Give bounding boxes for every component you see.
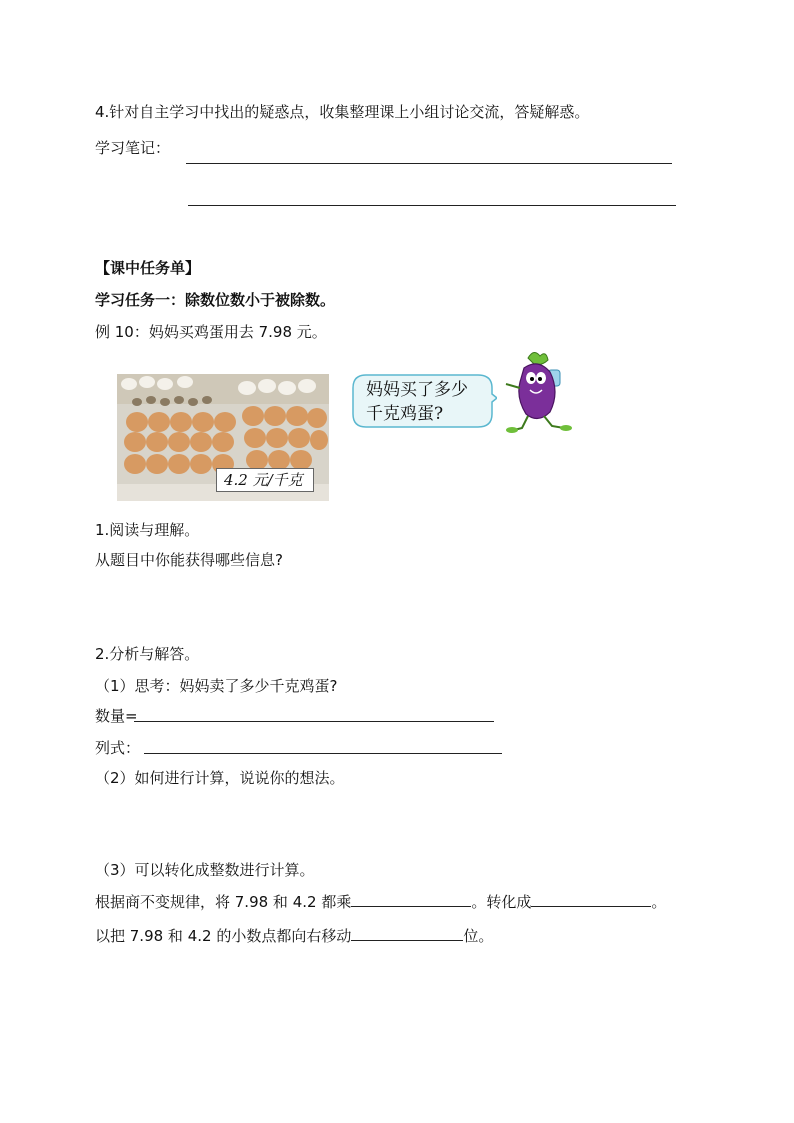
move-sentence: [95, 926, 493, 946]
formula-label: 列式：: [95, 739, 141, 757]
notes-line-2[interactable]: [188, 205, 676, 206]
speech-bubble-text: [366, 378, 468, 426]
speech-line-2: 千克鸡蛋?: [366, 404, 444, 424]
notes-label: 学习笔记：: [95, 139, 171, 157]
item-4-text: 4.针对自主学习中找出的疑惑点，收集整理课上小组讨论交流，答疑解惑。: [95, 103, 590, 121]
step2-q1: （1）思考：妈妈卖了多少千克鸡蛋?: [95, 677, 338, 695]
multiplier-blank[interactable]: [351, 892, 471, 907]
formula-answer-line[interactable]: [144, 753, 502, 754]
speech-line-1: 妈妈买了多少: [366, 380, 468, 400]
step2-q3: （3）可以转化成整数进行计算。: [95, 861, 315, 879]
example-10-text: 例 10：妈妈买鸡蛋用去 7.98 元。: [95, 323, 327, 341]
step2-title: 2.分析与解答。: [95, 645, 200, 663]
quantity-label: 数量=: [95, 707, 138, 725]
eggplant-mascot-icon: [498, 348, 580, 434]
step1-title: 1.阅读与理解。: [95, 521, 200, 539]
price-label: 4.2 元/千克: [224, 471, 303, 489]
rule-text-part3: 。: [651, 893, 667, 911]
rule-text-part2: 。转化成: [471, 893, 532, 911]
move-digits-blank[interactable]: [351, 926, 463, 941]
converted-blank[interactable]: [531, 892, 651, 907]
step2-q2: （2）如何进行计算，说说你的想法。: [95, 769, 345, 787]
move-text-part1: 以把 7.98 和 4.2 的小数点都向右移动: [95, 927, 352, 945]
notes-line-1[interactable]: [186, 163, 672, 164]
quantity-answer-line[interactable]: [134, 721, 494, 722]
task1-title: 学习任务一：除数位数小于被除数。: [95, 291, 336, 309]
move-text-part2: 位。: [463, 927, 494, 945]
rule-sentence: [95, 892, 666, 912]
step1-question: 从题目中你能获得哪些信息?: [95, 551, 283, 569]
rule-text-part1: 根据商不变规律，将 7.98 和 4.2 都乘: [95, 893, 352, 911]
task-sheet-title: 【课中任务单】: [95, 259, 201, 277]
